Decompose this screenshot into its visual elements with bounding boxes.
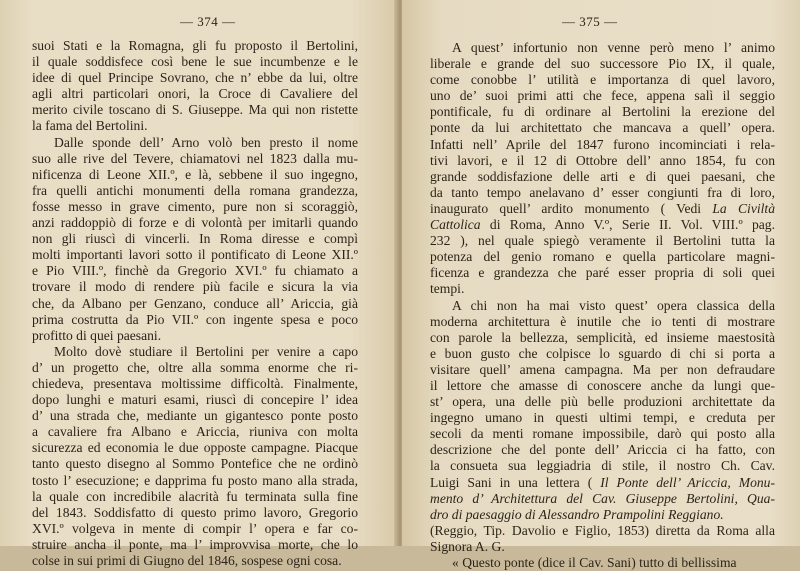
text-line bbox=[430, 507, 775, 523]
text-line bbox=[430, 362, 775, 378]
line-text: la quale con incredibile alacrità fu terminata sulla fine bbox=[32, 488, 358, 504]
italic-text: Cattolica bbox=[430, 217, 481, 233]
text-line bbox=[32, 118, 358, 134]
text-line bbox=[32, 312, 358, 328]
line-text: potenza del genio romano e quella particolare magni- bbox=[430, 249, 775, 265]
text-line bbox=[32, 553, 358, 569]
text-line bbox=[430, 169, 775, 185]
right-page bbox=[402, 0, 800, 570]
text-line bbox=[32, 38, 358, 54]
text-line bbox=[32, 376, 358, 392]
line-text: con parole la bellezza, semplicità, ed insieme maestosità bbox=[430, 329, 775, 345]
line-text: il quale soddisfece così bene le sue incumbenze e le bbox=[32, 54, 358, 70]
line-text: ficenza e grandezza che paré esser propria di soli quei bbox=[430, 265, 775, 281]
text-line bbox=[32, 199, 358, 215]
text-line bbox=[430, 458, 775, 474]
line-text: (Reggio, Tip. Davolio e Figlio, 1853) diretta da Roma alla bbox=[430, 522, 775, 538]
text-line bbox=[430, 394, 775, 410]
line-text: ponte da lui architettato che mancava a quell’ opera. bbox=[430, 120, 775, 136]
line-text: colse in sui primi di Giugno del 1846, sospese ogni cosa. bbox=[32, 553, 342, 568]
text-line bbox=[32, 473, 358, 489]
text-line bbox=[430, 104, 775, 120]
text-line bbox=[32, 296, 358, 312]
line-text: che, da Albano per Genzano, conduce all’ Ariccia, già bbox=[32, 295, 358, 311]
line-text: tosto l’ esecuzione; e dapprima fu posto mano alla strada, bbox=[32, 472, 358, 488]
line-text: visitare quell’ amena campagna. Ma per non defraudare bbox=[430, 361, 775, 377]
text-line bbox=[32, 392, 358, 408]
text-line bbox=[430, 523, 775, 539]
text-line bbox=[430, 233, 775, 249]
line-text: suoi Stati e la Romagna, gli fu proposto il Bertolini, bbox=[32, 38, 358, 53]
page-text bbox=[430, 40, 775, 571]
text-line bbox=[32, 505, 358, 521]
line-text: Luigi Sani in una lettera ( bbox=[430, 474, 601, 490]
text-line bbox=[32, 183, 358, 199]
line-text: suo alle rive del Tevere, chiamatovi nel 1823 dalla mu- bbox=[32, 150, 358, 166]
text-line bbox=[430, 217, 775, 233]
line-text: prima costrutta da Pio VII.º con ingente spesa e poco bbox=[32, 311, 358, 327]
text-line bbox=[32, 440, 358, 456]
text-line bbox=[430, 281, 775, 297]
text-line bbox=[32, 408, 358, 424]
text-line bbox=[32, 135, 358, 151]
line-text: 232 ), nel quale spiegò veramente il Bertolini tutta la bbox=[430, 233, 775, 249]
italic-text: La Civiltà bbox=[712, 200, 775, 216]
line-text: di Roma, Anno V.º, Serie II. Vol. VIII.º pag. bbox=[480, 217, 775, 233]
line-text: anzi raddoppiò di forze e di volontà per imitarli quando bbox=[32, 215, 358, 231]
line-text: la fama del Bertolini. bbox=[32, 118, 148, 134]
text-line bbox=[430, 475, 775, 491]
line-text: grande soddisfazione delle arti e di quei paesani, che bbox=[430, 168, 775, 184]
text-line bbox=[32, 70, 358, 86]
text-line bbox=[430, 555, 775, 571]
text-line bbox=[430, 120, 775, 136]
text-line bbox=[430, 346, 775, 362]
line-text: struire ancha il ponte, ma l’ improvvisa morte, che lo bbox=[32, 536, 358, 552]
line-text: st’ opera, una delle più belle produzioni architettate da bbox=[430, 394, 775, 410]
line-text: sicurezza ed economia le due opposte campagne. Piacque bbox=[32, 440, 358, 456]
text-line bbox=[430, 426, 775, 442]
text-line bbox=[430, 298, 775, 314]
page-number: — 374 — bbox=[180, 14, 236, 29]
line-text: XVI.º volgeva in mente di compir l’ opera e far co- bbox=[32, 520, 358, 536]
line-text: nificenza di Leone XII.º, e là, sebbene il suo ingegno, bbox=[32, 166, 358, 182]
line-text: tivi lavori, e il 12 di Ottobre dell’ anno 1854, fu con bbox=[430, 152, 775, 168]
line-text: il lettore che amasse di conoscere anche da lungi que- bbox=[430, 377, 775, 393]
text-line bbox=[430, 185, 775, 201]
left-page bbox=[0, 0, 398, 568]
text-line bbox=[430, 330, 775, 346]
text-line bbox=[32, 231, 358, 247]
line-text: dopo lunghi e maturi esami, riuscì di concepire l’ idea bbox=[32, 392, 358, 408]
line-text: idee di quel Principe Sovrano, che n’ ebbe da lui, oltre bbox=[32, 70, 358, 86]
line-text: fosse messo in grave cimento, pure non si scoraggiò, bbox=[32, 198, 358, 214]
text-line bbox=[430, 153, 775, 169]
text-line bbox=[430, 491, 775, 507]
text-line bbox=[32, 167, 358, 183]
line-text: Dalle sponde dell’ Arno volò ben presto il nome bbox=[54, 134, 358, 150]
text-line bbox=[430, 201, 775, 217]
text-line bbox=[32, 424, 358, 440]
text-line bbox=[32, 54, 358, 70]
text-line bbox=[32, 151, 358, 167]
line-text: trovare il modo di rendere più facile e sicura la via bbox=[32, 279, 358, 295]
italic-text: mento d’ Architettura del Cav. Giuseppe Bertolini, Qua- bbox=[430, 490, 775, 506]
text-line bbox=[430, 314, 775, 330]
line-text: liberale e grande del suo successore Pio IX, il quale, bbox=[430, 56, 775, 72]
line-text: chiedeva, presentava moltissime difficoltà. Finalmente, bbox=[32, 375, 358, 391]
text-line bbox=[32, 360, 358, 376]
italic-text: dro di paesaggio di Alessandro Prampolini Reggiano. bbox=[430, 506, 724, 522]
line-text: Infatti nell’ Aprile del 1847 furono incominciati i rela- bbox=[430, 136, 775, 152]
line-text: uno de’ suoi primi atti che fece, appena salì il seggio bbox=[430, 88, 775, 104]
text-line bbox=[430, 40, 775, 56]
text-line bbox=[32, 86, 358, 102]
text-line bbox=[32, 537, 358, 553]
text-line bbox=[32, 489, 358, 505]
line-text: secoli da menti romane impossibile, darò qui posto alla bbox=[430, 426, 775, 442]
line-text: tanto questo disegno al Sommo Pontefice che ne ordinò bbox=[32, 456, 358, 472]
line-text: come conobbe l’ utilità e importanza di quel lavoro, bbox=[430, 72, 775, 88]
text-line bbox=[32, 247, 358, 263]
text-line bbox=[32, 328, 358, 344]
line-text: non gli riuscì di vincerli. In Roma diresse e compì bbox=[32, 231, 358, 247]
text-line bbox=[32, 263, 358, 279]
line-text: e Pio VIII.º, finchè da Gregorio XVI.º fu chiamato a bbox=[32, 263, 358, 279]
line-text: A quest’ infortunio non venne però meno l’ animo bbox=[452, 40, 775, 55]
text-line bbox=[430, 88, 775, 104]
line-text: la consueta sua leggiadria di stile, il nostro Ch. Cav. bbox=[430, 458, 775, 474]
line-text: inaugurato quell’ ardito monumento ( Vedi bbox=[430, 200, 713, 216]
text-line bbox=[32, 521, 358, 537]
line-text: d’ una strada che, mediante un gigantesco ponte posto bbox=[32, 408, 358, 424]
text-line bbox=[32, 102, 358, 118]
line-text: tempi. bbox=[430, 281, 465, 297]
text-line bbox=[430, 539, 775, 555]
line-text: agli altri particolari onori, la Croce di Cavaliere del bbox=[32, 86, 358, 102]
text-line bbox=[430, 72, 775, 88]
line-text: a cavaliere fra Albano e Ariccia, riuniva con molta bbox=[32, 424, 358, 440]
line-text: del 1843. Soddisfatto di questo primo lavoro, Gregorio bbox=[32, 504, 358, 520]
line-text: merito civile toscano di S. Giuseppe. Ma qui non ristette bbox=[32, 102, 358, 118]
line-text: A chi non ha mai visto quest’ opera classica della bbox=[452, 297, 775, 313]
line-text: Molto dovè studiare il Bertolini per venire a capo bbox=[54, 343, 358, 359]
text-line bbox=[32, 344, 358, 360]
line-text: ingegno umano in questi ultimi tempi, e creduta per bbox=[430, 410, 775, 426]
page-number: — 375 — bbox=[562, 14, 618, 29]
line-text: « Questo ponte (dice il Cav. Sani) tutto di bellissima bbox=[452, 555, 737, 570]
text-line bbox=[32, 456, 358, 472]
line-text: moderna architettura è inutile che io tenti di mostrare bbox=[430, 313, 775, 329]
line-text: profitto di quei paesani. bbox=[32, 327, 162, 343]
text-line bbox=[430, 265, 775, 281]
line-text: d’ un progetto che, oltre alla somma enorme che ri- bbox=[32, 359, 358, 375]
text-line bbox=[430, 378, 775, 394]
line-text: e buon gusto che colpisce lo sguardo di chi si porta a bbox=[430, 345, 775, 361]
text-line bbox=[430, 137, 775, 153]
text-line bbox=[430, 410, 775, 426]
line-text: descrizione che del ponte dell’ Ariccia ci ha fatto, con bbox=[430, 442, 775, 458]
page-text bbox=[32, 38, 358, 569]
line-text: Signora A. G. bbox=[430, 538, 505, 554]
line-text: molti importanti lavori sotto il pontificato di Leone XII.º bbox=[32, 247, 358, 263]
text-line bbox=[430, 56, 775, 72]
text-line bbox=[430, 249, 775, 265]
line-text: fra quelli antichi monumenti della romana grandezza, bbox=[32, 182, 358, 198]
text-line bbox=[430, 442, 775, 458]
line-text: pontificale, fu di ordinare al Bertolini la erezione del bbox=[430, 104, 775, 120]
text-line bbox=[32, 215, 358, 231]
text-line bbox=[32, 279, 358, 295]
line-text: da tanto tempo anelavano d’ esser congiunti fra di loro, bbox=[430, 184, 775, 200]
italic-text: Il Ponte dell’ Ariccia, Monu- bbox=[600, 474, 775, 490]
